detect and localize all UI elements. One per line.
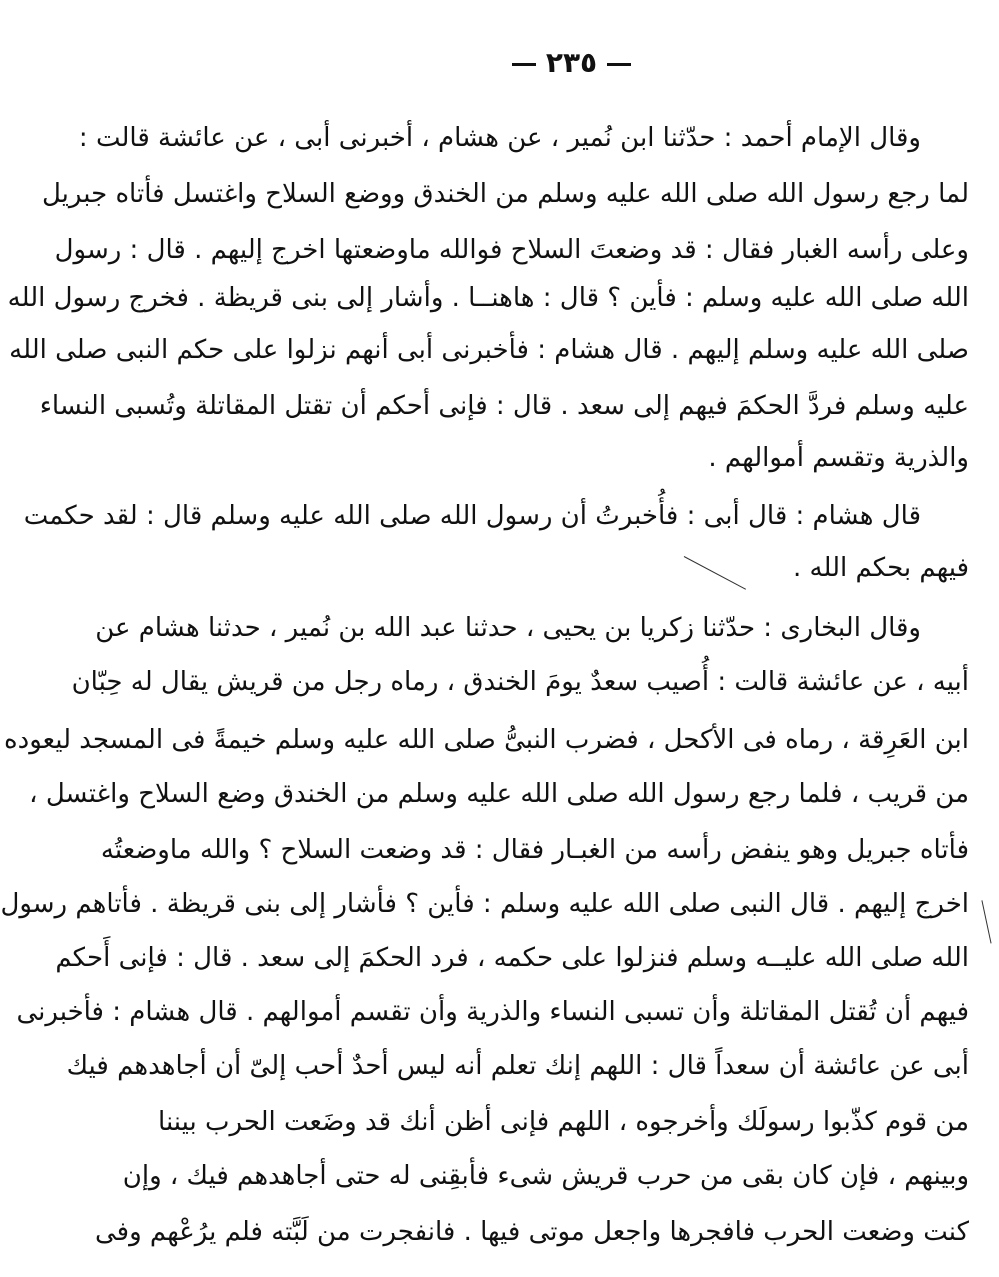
paragraph-1-line-3: وعلى رأسه الغبار فقال : قد وضعتَ السلاح فوالله ماوضعتها اخرج إليهم . قال : رسول xyxy=(54,235,969,265)
page-number-dash-left xyxy=(512,63,536,66)
paragraph-3-line-2: أبيه ، عن عائشة قالت : أُصيب سعدٌ يومَ الخندق ، رماه رجل من قريش يقال له حِبّان xyxy=(71,667,969,697)
page-number-dash-right xyxy=(607,63,631,66)
paragraph-3-line-12: كنت وضعت الحرب فافجرها واجعل موتى فيها . فانفجرت من لَبَّته فلم يرُعْهم وفى xyxy=(95,1217,969,1247)
paragraph-1-line-7: والذرية وتقسم أموالهم . xyxy=(708,443,969,473)
paragraph-3-line-10: من قوم كذّبوا رسولَك وأخرجوه ، اللهم فإنى أظن أنك قد وضَعت الحرب بيننا xyxy=(158,1107,969,1137)
paragraph-2-line-2: فيهم بحكم الله . xyxy=(793,553,969,583)
paragraph-3-line-8: فيهم أن تُقتل المقاتلة وأن تسبى النساء والذرية وأن تقسم أموالهم . قال هشام : فأخبرنى xyxy=(16,997,969,1027)
paragraph-3-line-3: ابن العَرِقة ، رماه فى الأكحل ، فضرب النبىُّ صلى الله عليه وسلم خيمةً فى المسجد ليعوده xyxy=(4,725,969,755)
paragraph-1-line-5: صلى الله عليه وسلم إليهم . قال هشام : فأخبرنى أبى أنهم نزلوا على حكم النبى صلى الله xyxy=(9,335,969,365)
paragraph-1-line-2: لما رجع رسول الله صلى الله عليه وسلم من الخندق ووضع السلاح واغتسل فأتاه جبريل xyxy=(41,179,969,209)
paragraph-2-line-1: قال هشام : قال أبى : فأُخبرتُ أن رسول الله صلى الله عليه وسلم قال : لقد حكمت xyxy=(23,501,921,531)
paragraph-3-line-7: الله صلى الله عليــه وسلم فنزلوا على حكمه ، فرد الحكمَ إلى سعد . قال : فإنى أَحكم xyxy=(55,943,969,973)
paragraph-1-line-4: الله صلى الله عليه وسلم : فأين ؟ قال : هاهنــا . وأشار إلى بنى قريظة . فخرج رسول الله xyxy=(7,283,969,313)
paragraph-3-line-5: فأتاه جبريل وهو ينفض رأسه من الغبـار فقال : قد وضعت السلاح ؟ والله ماوضعتُه xyxy=(100,835,969,865)
paragraph-3-line-9: أبى عن عائشة أن سعداً قال : اللهم إنك تعلم أنه ليس أحدٌ أحب إلىّ أن أجاهدهم فيك xyxy=(66,1051,969,1081)
paragraph-1-line-1: وقال الإمام أحمد : حدّثنا ابن نُمير ، عن هشام ، أخبرنى أبى ، عن عائشة قالت : xyxy=(78,123,921,153)
paragraph-3-line-4: من قريب ، فلما رجع رسول الله صلى الله عليه وسلم من الخندق وضع السلاح واغتسل ، xyxy=(29,779,969,809)
page-number-text: ٢٣٥ xyxy=(545,46,598,79)
paragraph-3-line-11: وبينهم ، فإن كان بقى من حرب قريش شىء فأبقِنى له حتى أجاهدهم فيك ، وإن xyxy=(122,1161,969,1191)
paragraph-3-line-1: وقال البخارى : حدّثنا زكريا بن يحيى ، حدثنا عبد الله بن نُمير ، حدثنا هشام عن xyxy=(95,613,921,643)
paragraph-1-line-6: عليه وسلم فردَّ الحكمَ فيهم إلى سعد . قال : فإنى أحكم أن تقتل المقاتلة وتُسبى النساء xyxy=(39,391,969,421)
paragraph-3-line-6: اخرج إليهم . قال النبى صلى الله عليه وسلم : فأين ؟ فأشار إلى بنى قريظة . فأتاهم رسول xyxy=(0,889,969,919)
page-number xyxy=(144,46,999,79)
scan-mark xyxy=(981,900,991,943)
